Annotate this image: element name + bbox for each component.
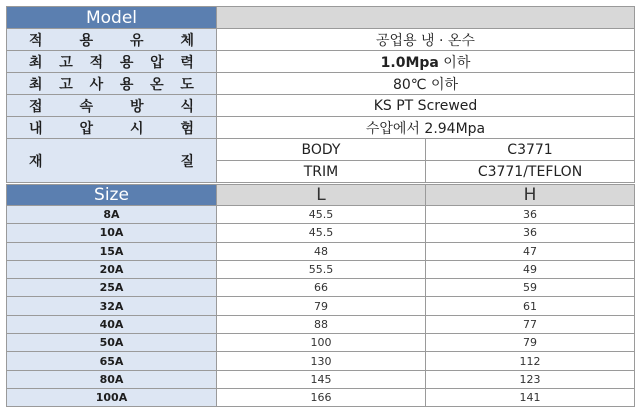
size-row [7,388,635,406]
l-cell: 48 [217,242,426,260]
size-row [7,260,635,278]
h-cell: 61 [426,297,635,315]
h-cell: 79 [426,334,635,352]
l-cell: 66 [217,279,426,297]
size-cell: 25A [7,279,217,297]
size-cell: 40A [7,315,217,333]
h-cell: 112 [426,352,635,370]
spec-value: 수압에서 2.94Mpa [217,117,635,139]
material-spec: C3771/TEFLON [426,161,635,183]
spec-label: 최 고 적 용 압 력 [7,51,217,73]
spec-label: 접 속 방 식 [7,95,217,117]
l-cell: 55.5 [217,260,426,278]
model-header-blank [217,7,635,29]
size-cell: 8A [7,206,217,224]
size-header: Size [7,185,217,206]
h-cell: 49 [426,260,635,278]
size-row [7,279,635,297]
l-cell: 79 [217,297,426,315]
size-row [7,206,635,224]
spec-value: KS PT Screwed [217,95,635,117]
l-cell: 100 [217,334,426,352]
size-row [7,370,635,388]
spec-label: 최 고 사 용 온 도 [7,73,217,95]
spec-value: 공업용 냉 · 온수 [217,29,635,51]
spec-value: 80℃ 이하 [217,73,635,95]
l-cell: 130 [217,352,426,370]
size-cell: 80A [7,370,217,388]
model-header: Model [7,7,217,29]
size-row [7,334,635,352]
l-cell: 45.5 [217,224,426,242]
size-row [7,352,635,370]
size-cell: 10A [7,224,217,242]
h-cell: 77 [426,315,635,333]
material-part: TRIM [217,161,426,183]
spec-table [6,6,635,183]
l-cell: 166 [217,388,426,406]
size-cell: 100A [7,388,217,406]
size-row [7,224,635,242]
l-cell: 45.5 [217,206,426,224]
pressure-suffix: 이하 [438,54,471,71]
spec-label: 내 압 시 험 [7,117,217,139]
spec-value [217,51,635,73]
size-row [7,315,635,333]
size-cell: 32A [7,297,217,315]
size-table [6,184,635,407]
size-cell: 15A [7,242,217,260]
size-row [7,297,635,315]
h-cell: 47 [426,242,635,260]
pressure-value: 1.0Mpa [380,54,439,71]
h-cell: 36 [426,206,635,224]
size-cell: 50A [7,334,217,352]
h-cell: 36 [426,224,635,242]
h-cell: 141 [426,388,635,406]
l-cell: 145 [217,370,426,388]
material-label: 재 질 [7,139,217,183]
h-header: H [426,185,635,206]
size-row [7,242,635,260]
material-part: BODY [217,139,426,161]
h-cell: 59 [426,279,635,297]
l-header: L [217,185,426,206]
h-cell: 123 [426,370,635,388]
spec-label: 적 용 유 체 [7,29,217,51]
size-cell: 65A [7,352,217,370]
size-cell: 20A [7,260,217,278]
l-cell: 88 [217,315,426,333]
material-spec: C3771 [426,139,635,161]
